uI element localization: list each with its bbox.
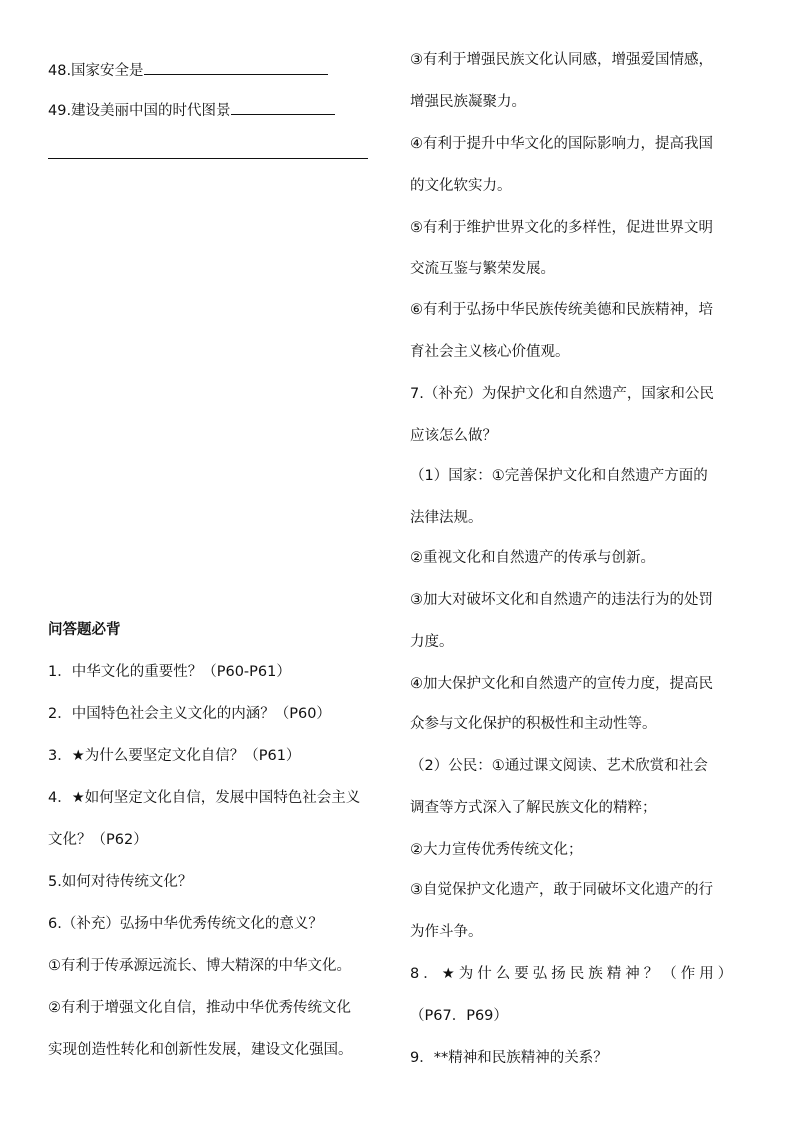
left-line-3: 3．★为什么要坚定文化自信？（P61） bbox=[48, 748, 301, 764]
left-line-8: ①有利于传承源远流长、博大精深的中华文化。 bbox=[48, 958, 351, 974]
right-line-7: ⑥有利于弘扬中华民族传统美德和民族精神，培 bbox=[410, 302, 713, 318]
right-line-19: 调查等方式深入了解民族文化的精粹； bbox=[410, 800, 657, 816]
fill-in-48-text: 48.国家安全是 bbox=[48, 63, 144, 79]
left-line-5: 文化？（P62） bbox=[48, 832, 148, 848]
right-line-6: 交流互鉴与繁荣发展。 bbox=[410, 261, 555, 277]
fill-in-49-continuation-line bbox=[48, 158, 368, 159]
left-line-6: 5.如何对待传统文化？ bbox=[48, 874, 193, 890]
right-line-9: 7.（补充）为保护文化和自然遗产，国家和公民 bbox=[410, 386, 714, 402]
fill-in-49-blank bbox=[231, 100, 335, 115]
right-line-5: ⑤有利于维护世界文化的多样性，促进世界文明 bbox=[410, 220, 713, 236]
right-line-16: ④加大保护文化和自然遗产的宣传力度，提高民 bbox=[410, 676, 713, 692]
left-line-2: 2．中国特色社会主义文化的内涵？（P60） bbox=[48, 706, 331, 722]
right-line-14: ③加大对破坏文化和自然遗产的违法行为的处罚 bbox=[410, 592, 713, 608]
right-line-17: 众参与文化保护的积极性和主动性等。 bbox=[410, 716, 657, 732]
left-line-4: 4．★如何坚定文化自信，发展中国特色社会主义 bbox=[48, 790, 361, 806]
right-line-8: 育社会主义核心价值观。 bbox=[410, 344, 570, 360]
right-line-18: （2）公民：①通过课文阅读、艺术欣赏和社会 bbox=[410, 758, 708, 774]
left-line-10: 实现创造性转化和创新性发展，建设文化强国。 bbox=[48, 1042, 353, 1058]
right-line-25: 9．**精神和民族精神的关系？ bbox=[410, 1050, 608, 1066]
right-line-23: 8．★为什么要弘扬民族精神？（作用） bbox=[410, 966, 737, 982]
left-line-1: 1．中华文化的重要性？（P60-P61） bbox=[48, 664, 291, 680]
right-line-10: 应该怎么做？ bbox=[410, 428, 497, 444]
fill-in-49-text: 49.建设美丽中国的时代图景 bbox=[48, 103, 231, 119]
fill-in-48 bbox=[48, 60, 328, 81]
left-line-9: ②有利于增强文化自信，推动中华优秀传统文化 bbox=[48, 1000, 351, 1016]
right-line-1: ③有利于增强民族文化认同感，增强爱国情感， bbox=[410, 52, 713, 68]
fill-in-48-blank bbox=[144, 60, 328, 75]
right-line-4: 的文化软实力。 bbox=[410, 178, 512, 194]
right-line-24: （P67．P69） bbox=[410, 1008, 508, 1024]
right-line-15: 力度。 bbox=[410, 634, 454, 650]
section-title: 问答题必背 bbox=[48, 622, 121, 638]
right-line-12: 法律法规。 bbox=[410, 510, 483, 526]
right-line-22: 为作斗争。 bbox=[410, 924, 483, 940]
right-line-21: ③自觉保护文化遗产，敢于同破坏文化遗产的行 bbox=[410, 882, 713, 898]
right-line-2: 增强民族凝聚力。 bbox=[410, 94, 526, 110]
fill-in-49 bbox=[48, 100, 335, 121]
right-line-11: （1）国家：①完善保护文化和自然遗产方面的 bbox=[410, 468, 708, 484]
right-line-3: ④有利于提升中华文化的国际影响力，提高我国 bbox=[410, 136, 713, 152]
left-line-7: 6.（补充）弘扬中华优秀传统文化的意义？ bbox=[48, 916, 323, 932]
right-line-13: ②重视文化和自然遗产的传承与创新。 bbox=[410, 550, 655, 566]
right-line-20: ②大力宣传优秀传统文化； bbox=[410, 842, 583, 858]
